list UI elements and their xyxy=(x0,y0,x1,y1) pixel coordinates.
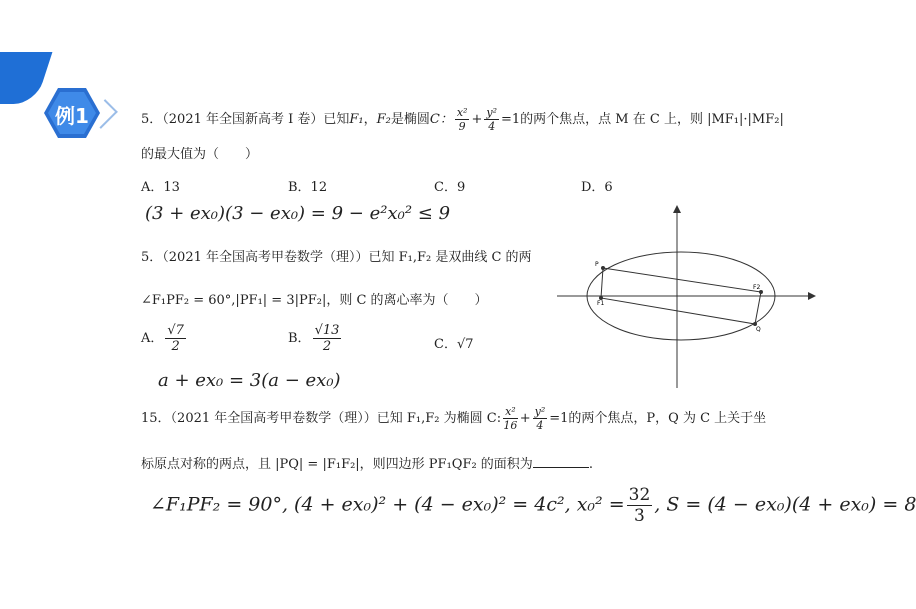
q3-solution-fraction xyxy=(627,485,653,526)
q3-solution-c: , S = (4 − ex₀)(4 + ex₀) = 8 xyxy=(654,493,916,516)
q3-prefix: 15．（2021 年全国高考甲卷数学（理））已知 F₁,F₂ 为椭圆 C: xyxy=(141,411,502,426)
q1-comma: ， xyxy=(363,112,377,127)
point-p xyxy=(601,266,605,270)
q1-line1-prefix: 5．（2021 年全国新高考 I 卷）已知 xyxy=(141,112,350,127)
q2-option-a-label: A． xyxy=(141,331,164,346)
q1-y-num: y² xyxy=(486,106,497,119)
label-f1: F1 xyxy=(597,300,605,307)
q1-solution: (3 + ex₀)(3 − ex₀) = 9 − e²x₀² ≤ 9 xyxy=(145,203,451,224)
q2-option-a-num: √7 xyxy=(167,323,184,338)
q3-line2 xyxy=(141,453,593,472)
q2-option-a-den: 2 xyxy=(171,339,180,354)
q3-x-den: 16 xyxy=(503,419,518,432)
q3-y-den: 4 xyxy=(536,419,544,432)
q1-eq-one: =1 xyxy=(501,112,521,127)
q1-option-a: A．13 xyxy=(141,180,180,195)
q3-y-num: y² xyxy=(534,405,546,418)
q3-solution xyxy=(150,485,916,526)
q1-curve-name: C： xyxy=(429,112,453,127)
q1-y-den: 4 xyxy=(488,120,496,133)
q3-x-num: x² xyxy=(505,405,516,418)
q1-plus: + xyxy=(471,112,483,127)
q3-suffix: 的两个焦点，P，Q 为 C 上关于坐 xyxy=(568,411,767,426)
q2-option-b xyxy=(288,323,343,354)
q1-ellipse-word: 是椭圆 xyxy=(390,112,430,127)
q3-solution-num: 32 xyxy=(628,485,651,505)
q3-eq-one: =1 xyxy=(549,411,569,426)
q1-x-den: 9 xyxy=(458,120,466,133)
q2-line2: ∠F₁PF₂ = 60°,|PF₁| = 3|PF₂|，则 C 的离心率为（ ） xyxy=(141,293,488,308)
q1-option-d: D．6 xyxy=(581,180,613,195)
q2-option-b-fraction xyxy=(313,323,342,354)
q2-solution: a + ex₀ = 3(a − ex₀) xyxy=(158,370,341,391)
q2-option-a xyxy=(141,323,188,354)
q3-solution-b: x₀² = xyxy=(576,493,625,516)
q3-solution-a: ∠F₁PF₂ = 90°, (4 + ex₀)² + (4 − ex₀)² = 4c², xyxy=(150,493,571,516)
q3-solution-den: 3 xyxy=(634,506,645,526)
q2-option-b-den: 2 xyxy=(322,339,332,354)
ellipse-graph xyxy=(553,200,823,390)
q2-option-a-fraction xyxy=(165,323,186,354)
q3-y-fraction xyxy=(533,405,548,432)
q1-line2: 的最大值为（ ） xyxy=(141,147,259,162)
q1-y-fraction xyxy=(484,106,499,133)
q1-f1: F₁ xyxy=(349,112,364,127)
q2-option-c: C．√7 xyxy=(434,337,474,352)
q3-line2-prefix: 标原点对称的两点，且 |PQ| = |F₁F₂|，则四边形 PF₁QF₂ 的面积为 xyxy=(141,457,533,472)
q3-x-fraction xyxy=(503,405,518,432)
label-p: P xyxy=(595,261,599,268)
q3-line2-suffix: . xyxy=(588,457,593,472)
q1-line1 xyxy=(141,106,784,133)
q2-line1: 5．（2021 年全国高考甲卷数学（理））已知 F₁,F₂ 是双曲线 C 的两 xyxy=(141,250,532,265)
example-badge xyxy=(44,88,100,138)
q3-plus: + xyxy=(519,411,531,426)
q1-x-fraction xyxy=(455,106,470,133)
answer-blank xyxy=(533,455,589,468)
q1-f2: F₂ xyxy=(376,112,391,127)
badge-label: 例1 xyxy=(55,104,89,128)
q2-option-b-num: √13 xyxy=(314,323,340,338)
q3-line1 xyxy=(141,405,766,432)
q1-option-b: B．12 xyxy=(288,180,328,195)
q1-line1-suffix: 的两个焦点，点 M 在 C 上，则 |MF₁|·|MF₂| xyxy=(520,112,784,127)
label-q: Q xyxy=(756,326,761,333)
q2-option-b-label: B． xyxy=(288,331,311,346)
label-f2: F2 xyxy=(753,284,761,291)
q1-option-c: C．9 xyxy=(434,180,466,195)
q1-x-num: x² xyxy=(456,106,468,119)
